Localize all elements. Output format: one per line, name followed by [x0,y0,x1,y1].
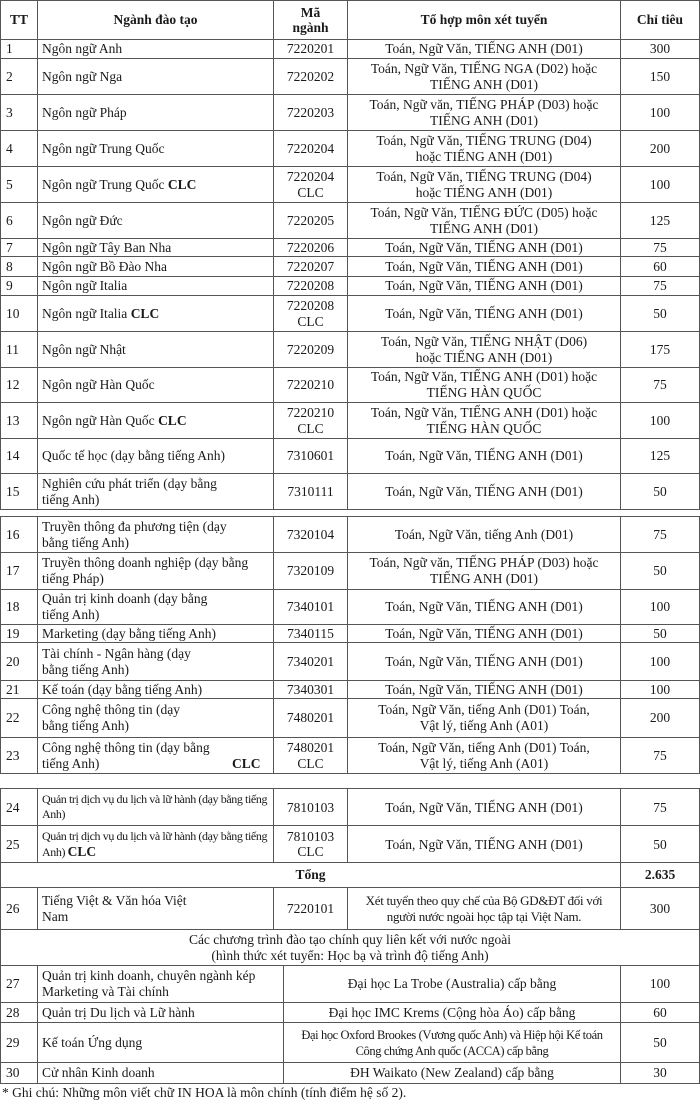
row-name-text: Nghiên cứu phát triển (dạy bằng tiếng Anh) [42,475,217,507]
table-row [1,789,700,826]
row-tt: 28 [1,1003,38,1023]
row-tt: 26 [1,888,38,930]
table-row [1,403,700,439]
row-quota: 100 [621,966,700,1003]
total-value: 2.635 [621,863,700,888]
table-row [1,296,700,332]
row-name: Quản trị kinh doanh, chuyên ngành kép Marketing và Tài chính [38,966,284,1003]
row-combo [348,403,621,439]
row-combo-text: Toán, Ngữ Văn, TIẾNG TRUNG (D04) hoặc TIẾNG ANH (D01) [376,168,592,200]
row-combo-text: Toán, Ngữ văn, TIẾNG PHÁP (D03) hoặc TIẾNG ANH (D01) [369,96,599,128]
row-name-bold: CLC [158,412,187,428]
row-code [274,40,348,59]
footnote: * Ghi chú: Những môn viết chữ IN HOA là môn chính (tính điểm hệ số 2). [2,1085,407,1100]
row-tt: 4 [1,131,38,167]
row-name-text: Quốc tế học (dạy bằng tiếng Anh) [42,448,225,463]
table-row [1,59,700,95]
row-code-text: 7310111 [287,483,334,499]
table-row [1,439,700,474]
row-name [38,590,274,625]
row-name-bold: CLC [130,305,160,321]
row-name-text: Truyền thông doanh nghiệp (dạy bằng tiếng Pháp) [42,555,249,586]
table-row [1,625,700,643]
row-quota: 150 [621,59,700,95]
row-name: Quản trị Du lịch và Lữ hành [38,1003,284,1023]
row-code [274,332,348,368]
row-combo-text: Toán, Ngữ Văn, TIẾNG ANH (D01) hoặc TIẾNG HÀN QUỐC [370,404,598,436]
row-name-text: Ngôn ngữ Italia [42,305,131,321]
row-tt: 18 [1,590,38,625]
row-combo [348,517,621,553]
row-code [274,167,348,203]
row-name-bold: CLC [232,755,261,771]
row-name: Kế toán Ứng dụng [38,1023,284,1063]
row-code [274,590,348,625]
row-tt: 23 [1,738,38,774]
row-name [38,738,274,774]
row-name-text: Ngôn ngữ Nga [42,68,123,84]
table-row [1,590,700,625]
row-code [274,474,348,510]
row-code-text: 7340115 [287,625,334,641]
row-code: 7810103 [274,789,348,826]
row-quota: 100 [621,95,700,131]
row-name [38,95,274,131]
row-name [38,681,274,699]
row-tt: 22 [1,699,38,738]
row-tt: 2 [1,59,38,95]
joint-section-heading [1,930,700,966]
row-tt: 27 [1,966,38,1003]
row-code-text: 7220206 [286,239,335,255]
table-row [1,888,700,930]
row-name-text: Ngôn ngữ Tây Ban Nha [42,239,172,255]
row-name [38,40,274,59]
row-code: 7220101 [274,888,348,930]
table-header-row [1,1,700,40]
row-quota: 125 [621,439,700,474]
table-row [1,277,700,296]
table-row [1,699,700,738]
row-name [38,368,274,403]
row-code-text: 7220210 CLC [286,404,335,436]
row-quota: 300 [621,888,700,930]
row-code-text: 7220202 [286,68,335,84]
joint-row [1,1063,700,1084]
joint-section-subtitle: (hình thức xét tuyển: Học bạ và trình độ tiếng Anh) [211,947,489,963]
row-quota: 100 [621,681,700,699]
row-combo [348,203,621,239]
row-name [38,167,274,203]
row-quota: 100 [621,167,700,203]
row-combo [348,59,621,95]
row-code-text: 7340201 [286,653,335,669]
row-name-text: Tiếng Việt & Văn hóa Việt Nam [42,892,187,924]
row-code [274,826,348,863]
table-row [1,826,700,863]
row-code-text: 7480201 [286,710,335,725]
row-name-text: Công nghệ thông tin (dạy bằng tiếng Anh) [42,702,180,733]
row-name-text: Ngôn ngữ Bồ Đào Nha [42,258,168,274]
header-combo: Tổ hợp môn xét tuyển [348,1,621,40]
row-code-text: 7220203 [286,104,335,120]
table-row [1,95,700,131]
row-combo-text: Toán, Ngữ Văn, TIẾNG NGA (D02) hoặc TIẾNG ANH (D01) [370,60,598,92]
joint-row [1,1023,700,1063]
row-name-text: Ngôn ngữ Pháp [42,104,127,120]
row-code [274,95,348,131]
row-code [274,277,348,296]
row-issuer: Đại học Oxford Brookes (Vương quốc Anh) và Hiệp hội Kế toán Công chứng Anh quốc (ACCA) cấp bằng [284,1023,621,1063]
row-name [38,643,274,681]
row-tt: 17 [1,553,38,590]
row-name: Cử nhân Kinh doanh [38,1063,284,1084]
row-combo [348,239,621,257]
row-tt: 8 [1,257,38,277]
table-row [1,131,700,167]
joint-row [1,966,700,1003]
row-quota: 60 [621,1003,700,1023]
row-code [274,59,348,95]
row-tt: 6 [1,203,38,239]
row-name-text: Quản trị kinh doanh (dạy bằng tiếng Anh) [42,591,208,622]
row-combo-text: Toán, Ngữ Văn, tiếng Anh (D01) Toán, Vật lý, tiếng Anh (A01) [378,702,590,733]
joint-section-row [1,930,700,966]
row-tt: 12 [1,368,38,403]
row-quota: 100 [621,643,700,681]
row-quota: 60 [621,257,700,277]
row-combo [348,40,621,59]
row-code [274,738,348,774]
table-row [1,368,700,403]
row-combo [348,296,621,332]
row-combo [348,738,621,774]
row-code [274,203,348,239]
joint-row [1,1003,700,1023]
header-name: Ngành đào tạo [38,1,274,40]
table-row [1,681,700,699]
table-row [1,643,700,681]
row-code [274,643,348,681]
row-name-text: Ngôn ngữ Trung Quốc [42,140,165,156]
row-name [38,826,274,863]
row-combo [348,625,621,643]
row-combo [348,699,621,738]
row-quota: 50 [621,474,700,510]
row-code-text: 7220209 [286,341,335,357]
row-tt: 24 [1,789,38,826]
row-code [274,625,348,643]
row-name-text: Truyền thông đa phương tiện (dạy bằng tiếng Anh) [42,518,227,550]
row-combo-text: Toán, Ngữ Văn, tiếng Anh (D01) [394,526,574,542]
row-combo-text: Toán, Ngữ Văn, TIẾNG ANH (D01) [385,278,583,293]
row-code-text: 7220204 [286,140,335,156]
row-tt: 30 [1,1063,38,1084]
row-name [38,699,274,738]
row-code-text: 7340101 [286,599,335,614]
row-combo-text: Toán, Ngữ Văn, TIẾNG TRUNG (D04) hoặc TIẾNG ANH (D01) [376,132,592,164]
row-name [38,888,274,930]
table-row [1,239,700,257]
row-combo [348,277,621,296]
row-combo [348,590,621,625]
row-tt: 3 [1,95,38,131]
row-tt: 13 [1,403,38,439]
row-name [38,474,274,510]
row-combo [348,553,621,590]
row-tt: 15 [1,474,38,510]
row-code-text: 7220204 CLC [286,168,335,200]
table-row [1,40,700,59]
row-quota: 75 [621,789,700,826]
row-name [38,257,274,277]
table-row [1,553,700,590]
row-name-text: Ngôn ngữ Hàn Quốc [42,377,155,392]
row-issuer: Đại học La Trobe (Australia) cấp bằng [284,966,621,1003]
row-name [38,277,274,296]
row-code-text: 7480201 CLC [286,739,335,771]
row-name-text: Tài chính - Ngân hàng (dạy bằng tiếng Anh) [42,645,191,677]
row-quota: 200 [621,699,700,738]
row-combo-text: Toán, Ngữ Văn, TIẾNG ANH (D01) [385,625,583,641]
row-name [38,439,274,474]
row-combo-text: Toán, Ngữ Văn, TIẾNG ANH (D01) [385,305,583,321]
row-name [38,553,274,590]
row-tt: 29 [1,1023,38,1063]
header-quota: Chỉ tiêu [621,1,700,40]
row-tt: 1 [1,40,38,59]
admissions-table-part-3 [0,788,700,1084]
row-combo-text: Toán, Ngữ Văn, TIẾNG ĐỨC (D05) hoặc TIẾNG ANH (D01) [370,204,598,236]
row-combo-text: Toán, Ngữ Văn, TIẾNG ANH (D01) [385,448,583,463]
row-code [274,681,348,699]
table-row [1,203,700,239]
row-quota: 50 [621,826,700,863]
row-code [274,296,348,332]
row-combo-text: Toán, Ngữ Văn, TIẾNG ANH (D01) [385,653,583,669]
row-quota: 75 [621,277,700,296]
row-name-text: Ngôn ngữ Hàn Quốc [42,412,159,428]
row-combo [348,95,621,131]
row-code [274,517,348,553]
row-combo [348,368,621,403]
row-name [38,625,274,643]
row-code [274,257,348,277]
row-combo: Xét tuyển theo quy chế của Bộ GD&ĐT đối với người nước ngoài học tập tại Việt Nam. [348,888,621,930]
row-combo [348,643,621,681]
row-issuer: Đại học IMC Krems (Cộng hòa Áo) cấp bằng [284,1003,621,1023]
row-combo: Toán, Ngữ Văn, TIẾNG ANH (D01) [348,789,621,826]
header-code-text: Mã ngành [292,5,329,35]
row-combo-text: Toán, Ngữ Văn, TIẾNG ANH (D01) hoặc TIẾNG HÀN QUỐC [370,369,598,400]
row-quota: 175 [621,332,700,368]
row-tt: 25 [1,826,38,863]
row-name [38,517,274,553]
row-tt: 5 [1,167,38,203]
row-quota: 100 [621,590,700,625]
row-combo [348,332,621,368]
row-issuer: ĐH Waikato (New Zealand) cấp bằng [284,1063,621,1084]
row-name-bold: CLC [167,176,197,192]
row-name [38,203,274,239]
table-row [1,738,700,774]
row-code-text: 7220208 [286,278,335,293]
row-tt: 19 [1,625,38,643]
row-code [274,131,348,167]
row-quota: 125 [621,203,700,239]
row-quota: 75 [621,368,700,403]
row-quota: 100 [621,403,700,439]
row-name [38,403,274,439]
row-combo: Toán, Ngữ Văn, TIẾNG ANH (D01) [348,826,621,863]
table-row [1,517,700,553]
row-code-text: 7220205 [286,212,335,228]
row-combo [348,681,621,699]
row-code [274,403,348,439]
row-code-text: 7220201 [286,41,335,56]
table-row [1,332,700,368]
row-quota: 300 [621,40,700,59]
row-name-text: Quản trị dịch vụ du lịch và lữ hành (dạy bằng tiếng Anh) [42,828,268,859]
row-combo-text: Toán, Ngữ Văn, TIẾNG NHẬT (D06) hoặc TIẾNG ANH (D01) [380,333,588,365]
row-code-text: 7220208 CLC [286,297,335,329]
row-combo-text: Toán, Ngữ Văn, TIẾNG ANH (D01) [385,599,583,614]
row-combo [348,167,621,203]
row-name-text: Ngôn ngữ Trung Quốc [42,176,168,192]
row-quota: 200 [621,131,700,167]
row-combo-text: Toán, Ngữ Văn, TIẾNG ANH (D01) [385,41,583,56]
row-code-text: 7810103 CLC [286,829,335,859]
total-label: Tổng [1,863,621,888]
row-name [38,296,274,332]
row-tt: 21 [1,681,38,699]
row-name-text: Ngôn ngữ Nhật [42,341,126,357]
row-quota: 50 [621,625,700,643]
row-combo-text: Toán, Ngữ văn, TIẾNG PHÁP (D03) hoặc TIẾNG ANH (D01) [369,555,599,586]
row-name [38,59,274,95]
row-code-text: 7320109 [286,563,335,578]
header-code [274,1,348,40]
row-combo-text: Toán, Ngữ Văn, TIẾNG ANH (D01) [385,239,583,255]
row-quota: 75 [621,517,700,553]
row-name-text: Quản trị dịch vụ du lịch và lữ hành (dạy bằng tiếng Anh) [42,792,268,821]
row-name-text: Ngôn ngữ Đức [42,212,123,228]
row-name-text: Ngôn ngữ Anh [42,41,123,56]
table-row [1,257,700,277]
row-combo-text: Toán, Ngữ Văn, TIẾNG ANH (D01) [385,483,583,499]
row-quota: 50 [621,553,700,590]
row-name-text: Công nghệ thông tin (dạy bằng tiếng Anh) [42,739,210,771]
row-name [38,239,274,257]
row-code [274,699,348,738]
row-name [38,332,274,368]
header-tt: TT [1,1,38,40]
row-code-text: 7220207 [286,258,335,274]
row-code [274,553,348,590]
table-row [1,167,700,203]
row-tt: 7 [1,239,38,257]
row-combo-text: Toán, Ngữ Văn, tiếng Anh (D01) Toán, Vật lý, tiếng Anh (A01) [378,739,590,771]
row-code-text: 7320104 [286,526,335,542]
row-tt: 16 [1,517,38,553]
row-quota: 75 [621,738,700,774]
row-combo-text: Toán, Ngữ Văn, TIẾNG ANH (D01) [385,258,583,274]
row-code-text: 7340301 [286,681,335,697]
table-row [1,474,700,510]
row-combo [348,439,621,474]
row-combo [348,257,621,277]
admissions-table-part-1 [0,0,700,510]
row-name-text: Marketing (dạy bằng tiếng Anh) [42,625,216,641]
row-code [274,368,348,403]
row-code-text: 7310601 [286,448,335,463]
row-quota: 50 [621,1023,700,1063]
row-name [38,789,274,826]
total-row [1,863,700,888]
row-combo [348,474,621,510]
row-code-text: 7220210 [286,377,335,392]
row-quota: 30 [621,1063,700,1084]
row-tt: 14 [1,439,38,474]
row-name-text: Kế toán (dạy bằng tiếng Anh) [42,681,203,697]
row-code [274,439,348,474]
row-tt: 11 [1,332,38,368]
row-combo [348,131,621,167]
row-tt: 10 [1,296,38,332]
row-name-bold: CLC [67,843,97,859]
row-tt: 9 [1,277,38,296]
row-tt: 20 [1,643,38,681]
row-quota: 50 [621,296,700,332]
row-combo-text: Toán, Ngữ Văn, TIẾNG ANH (D01) [385,681,583,697]
row-quota: 75 [621,239,700,257]
row-name [38,131,274,167]
row-name-text: Ngôn ngữ Italia [42,278,128,293]
admissions-table-part-2 [0,516,700,774]
joint-section-title: Các chương trình đào tạo chính quy liên kết với nước ngoài [188,931,512,947]
row-code [274,239,348,257]
